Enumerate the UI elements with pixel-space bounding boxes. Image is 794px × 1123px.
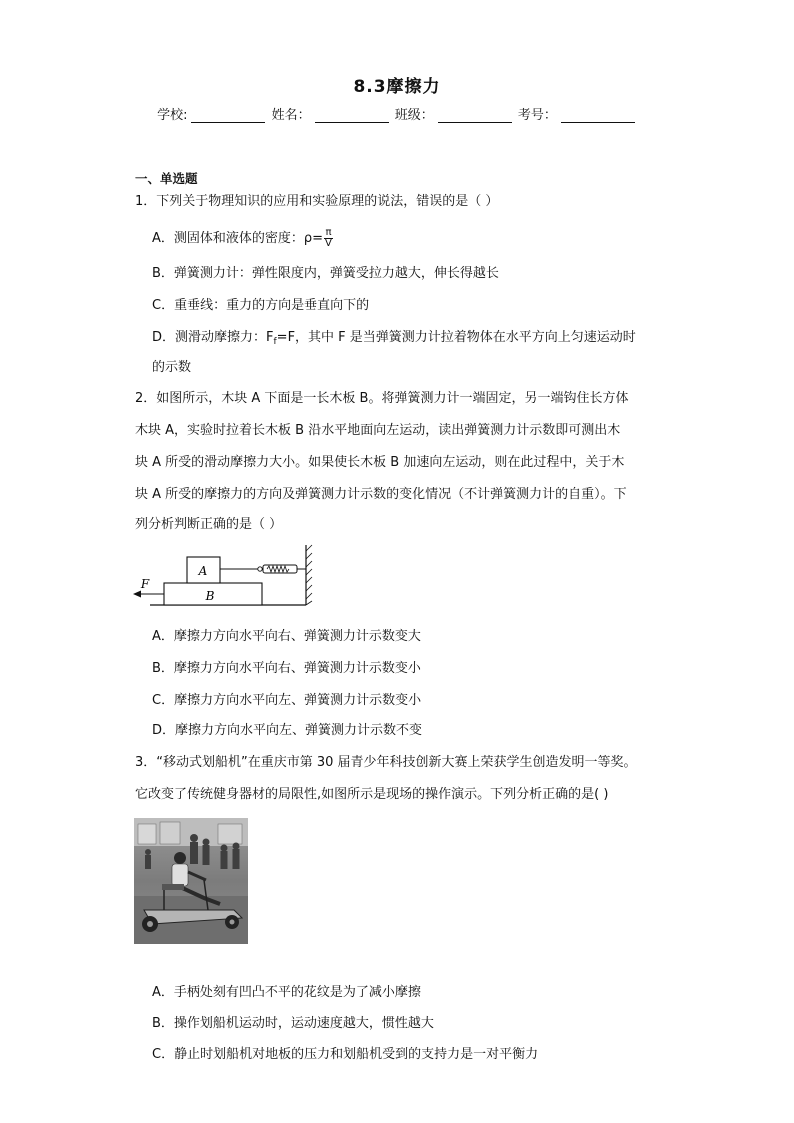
name-label: 姓名：: [271, 108, 311, 123]
board-b-label: B: [205, 589, 215, 603]
name-blank[interactable]: [315, 109, 389, 123]
block-a-label: A: [198, 564, 208, 578]
q1-option-d-suffix: =F，其中 F 是当弹簧测力计拉着物体在水平方向上匀速运动时: [276, 330, 636, 345]
q3-stem-line-1: 3．“移动式划船机”在重庆市第 30 届青少年科技创新大赛上荣获学生创造发明一等奖。: [135, 755, 637, 770]
q3-stem-line-2: 它改变了传统健身器材的局限性,如图所示是现场的操作演示。下列分析正确的是( ): [135, 787, 609, 802]
exam-number-label: 考号：: [517, 108, 557, 123]
q1-option-d: [152, 329, 636, 351]
q2-stem-line-1: 2．如图所示，木块 A 下面是一长木板 B。将弹簧测力计一端固定，另一端钩住长方体: [135, 391, 629, 406]
q1-option-d-prefix: D．测滑动摩擦力：F: [152, 330, 274, 345]
page-title: 8.3摩擦力: [353, 77, 441, 97]
school-label: 学校:: [157, 108, 188, 123]
machine-seat: [162, 884, 184, 890]
density-fraction: [324, 228, 333, 249]
poster-2: [160, 822, 180, 844]
fraction-denominator: V: [325, 238, 332, 249]
force-arrow-head: [133, 591, 141, 598]
q2-option-b: B．摩擦力方向水平向右、弹簧测力计示数变小: [152, 661, 421, 676]
school-blank[interactable]: [191, 109, 265, 123]
fraction-numerator: π: [325, 227, 332, 238]
q1-option-d-subscript: f: [273, 337, 277, 347]
q2-option-a: A．摩擦力方向水平向右、弹簧测力计示数变大: [152, 629, 421, 644]
rowing-machine-photo: [134, 818, 248, 944]
q2-stem-line-2: 木块 A，实验时拉着长木板 B 沿水平地面向左运动，读出弹簧测力计示数即可测出木: [135, 423, 621, 438]
q2-option-d: D．摩擦力方向水平向左、弹簧测力计示数不变: [152, 723, 423, 738]
poster-1: [138, 824, 156, 844]
wheel-front-hub: [147, 921, 153, 927]
q1-option-a: [152, 228, 333, 249]
q1-option-c: C．重垂线：重力的方向是垂直向下的: [152, 298, 370, 313]
wheel-rear-hub: [230, 920, 235, 925]
q1-stem: 1．下列关于物理知识的应用和实验原理的说法，错误的是（ ）: [135, 194, 499, 209]
wall-hatching: [306, 545, 312, 605]
force-label: F: [140, 577, 150, 591]
q2-stem-line-5: 列分析判断正确的是（ ）: [135, 517, 283, 532]
rider-torso: [172, 864, 188, 886]
q1-option-a-text: A．测固体和液体的密度：ρ=: [152, 231, 324, 246]
q2-option-c: C．摩擦力方向水平向左、弹簧测力计示数变小: [152, 693, 422, 708]
hook-ring: [258, 567, 262, 571]
q1-option-d-continued: 的示数: [152, 360, 192, 375]
q1-option-b: B．弹簧测力计：弹性限度内，弹簧受拉力越大，伸长得越长: [152, 266, 499, 281]
class-blank[interactable]: [438, 109, 512, 123]
exam-number-blank[interactable]: [561, 109, 635, 123]
q2-stem-line-3: 块 A 所受的滑动摩擦力大小。如果使长木板 B 加速向左运动，则在此过程中，关于木: [135, 455, 625, 470]
student-info-line: [0, 104, 794, 123]
q3-option-b: B．操作划船机运动时，运动速度越大，惯性越大: [152, 1016, 434, 1031]
class-label: 班级：: [394, 108, 434, 123]
poster-3: [218, 824, 242, 844]
q2-stem-line-4: 块 A 所受的摩擦力的方向及弹簧测力计示数的变化情况（不计弹簧测力计的自重）。下: [135, 487, 627, 502]
section-heading: 一、单选题: [135, 171, 198, 186]
rider-head: [174, 852, 186, 864]
q3-option-a: A．手柄处刻有凹凸不平的花纹是为了减小摩擦: [152, 985, 421, 1000]
friction-diagram: [130, 543, 320, 613]
q3-option-c: C．静止时划船机对地板的压力和划船机受到的支持力是一对平衡力: [152, 1047, 539, 1062]
